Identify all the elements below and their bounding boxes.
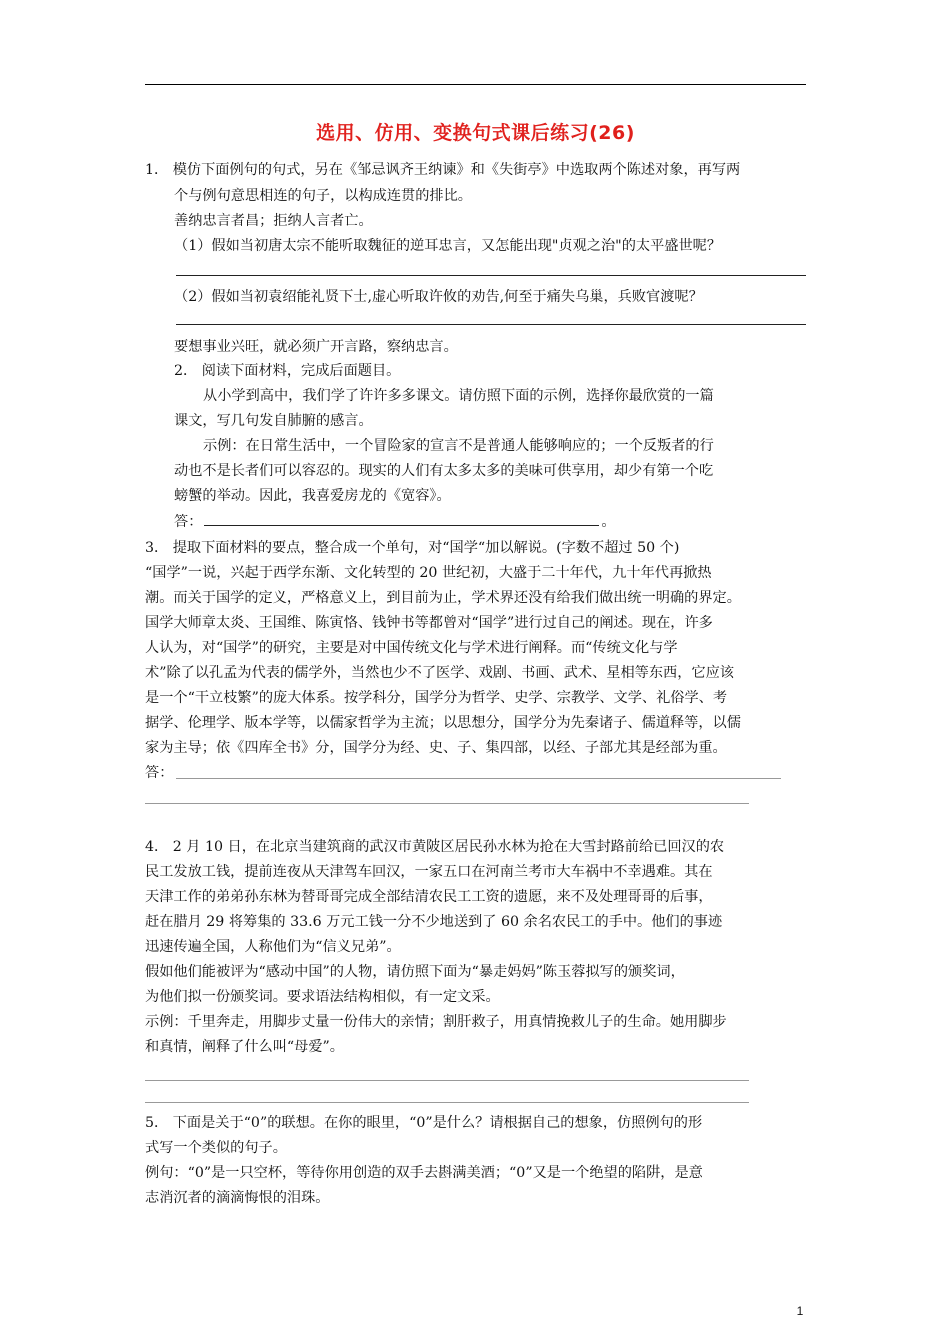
q3-line-6: 术”除了以孔孟为代表的儒学外，当然也少不了医学、戏剧、书画、武术、星相等东西，它应该 [145,665,734,681]
q4-line-3: 天津工作的弟弟孙东林为替哥哥完成全部结清农民工工资的遗愿，来不及处理哥哥的后事， [145,889,713,905]
q1-answer-line-2[interactable] [176,324,806,325]
q4-example-2: 和真情，阐释了什么叫“母爱”。 [145,1039,344,1055]
q5-line-2: 式写一个类似的句子。 [145,1140,287,1156]
q4-answer-line-1[interactable] [145,1080,749,1081]
q3-line-3: 潮。而关于国学的定义，严格意义上，到目前为止，学术界还没有给我们做出统一明确的界定。 [145,590,741,606]
q3-line-8: 据学、伦理学、版本学等，以儒家哲学为主流；以思想分，国学分为先秦诸子、儒道释等，以儒 [145,715,741,731]
q4-line-7: 为他们拟一份颁奖词。要求语法结构相似，有一定文采。 [145,989,500,1005]
q1-line-1: 1． 模仿下面例句的句式，另在《邹忌讽齐王纳谏》和《失街亭》中选取两个陈述对象，再写两 [145,162,741,178]
q5-line-1: 5． 下面是关于“0”的联想。在你的眼里，“0”是什么？请根据自己的想象，仿照例句的形 [145,1115,703,1131]
q3-line-7: 是一个“干立枝繁”的庞大体系。按学科分，国学分为哲学、史学、宗教学、文学、礼俗学、考 [145,690,728,706]
q1-example: 善纳忠言者昌；拒纳人言者亡。 [174,213,373,229]
q2-line-3: 课文，写几句发自肺腑的感言。 [174,413,373,429]
q3-line-1: 3． 提取下面材料的要点，整合成一个单句，对“国学“加以解说。(字数不超过 50 个) [145,540,680,556]
page-number: 1 [796,1304,804,1318]
q2-example-1: 示例：在日常生活中，一个冒险家的宣言不是普通人能够响应的；一个反叛者的行 [203,438,714,454]
q4-line-2: 民工发放工钱，提前连夜从天津驾车回汉，一家五口在河南兰考市大车祸中不幸遇难。其在 [145,864,713,880]
q2-example-3: 螃蟹的举动。因此，我喜爱房龙的《宽容》。 [174,488,451,504]
q5-example-2: 志消沉者的滴滴悔恨的泪珠。 [145,1190,330,1206]
q4-answer-line-2[interactable] [145,1102,749,1103]
q2-answer-label: 答： [174,514,203,530]
q3-line-2: “国学”一说，兴起于西学东渐、文化转型的 20 世纪初，大盛于二十年代，九十年代再掀热 [145,565,712,581]
q4-example-1: 示例：千里奔走，用脚步丈量一份伟大的亲情；割肝救子，用真情挽救儿子的生命。她用脚步 [145,1014,727,1030]
page-title: 选用、仿用、变换句式课后练习(26) [316,122,635,144]
q4-line-1: 4． 2 月 10 日，在北京当建筑商的武汉市黄陂区居民孙水林为抢在大雪封路前给已回汉的农 [145,839,725,855]
q2-line-2: 从小学到高中，我们学了许许多多课文。请仿照下面的示例，选择你最欣赏的一篇 [203,388,714,404]
q3-answer-label: 答： [145,765,174,781]
q3-line-5: 人认为，对“国学”的研究，主要是对中国传统文化与学术进行阐释。而“传统文化与学 [145,640,678,656]
q3-line-9: 家为主导；依《四库全书》分，国学分为经、史、子、集四部，以经、子部尤其是经部为重。 [145,740,727,756]
q3-line-4: 国学大师章太炎、王国维、陈寅恪、钱钟书等都曾对“国学”进行过自己的阐述。现在，许多 [145,615,713,631]
q2-line-1: 2． 阅读下面材料，完成后面题目。 [174,363,401,379]
q2-answer-blank[interactable] [204,511,599,526]
q1-conclusion: 要想事业兴旺，就必须广开言路，察纳忠言。 [174,339,458,355]
top-rule [145,84,806,85]
q4-line-5: 迅速传遍全国，人称他们为“信义兄弟”。 [145,939,401,955]
q3-answer-line-1[interactable] [176,778,781,779]
q1-answer-line-1[interactable] [176,275,806,276]
q2-example-2: 动也不是长者们可以容忍的。现实的人们有太多太多的美味可供享用，却少有第一个吃 [174,463,714,479]
q1-item-2: （2）假如当初袁绍能礼贤下士,虚心听取许攸的劝告,何至于痛失乌巢，兵败官渡呢？ [174,289,703,305]
q1-item-1: （1）假如当初唐太宗不能听取魏征的逆耳忠言，又怎能出现"贞观之治"的太平盛世呢？ [174,238,722,254]
q2-answer-row [174,511,616,532]
q3-answer-line-2[interactable] [145,803,749,804]
q4-line-4: 赶在腊月 29 将筹集的 33.6 万元工钱一分不少地送到了 60 余名农民工的手中。他们的事迹 [145,914,723,930]
q4-line-6: 假如他们能被评为“感动中国”的人物，请仿照下面为“暴走妈妈”陈玉蓉拟写的颁奖词， [145,964,685,980]
q5-example-1: 例句：“0”是一只空杯，等待你用创造的双手去斟满美酒；“0”又是一个绝望的陷阱，是意 [145,1165,703,1181]
q2-answer-period: 。 [601,514,616,530]
q1-line-2: 个与例句意思相连的句子，以构成连贯的排比。 [174,188,472,204]
